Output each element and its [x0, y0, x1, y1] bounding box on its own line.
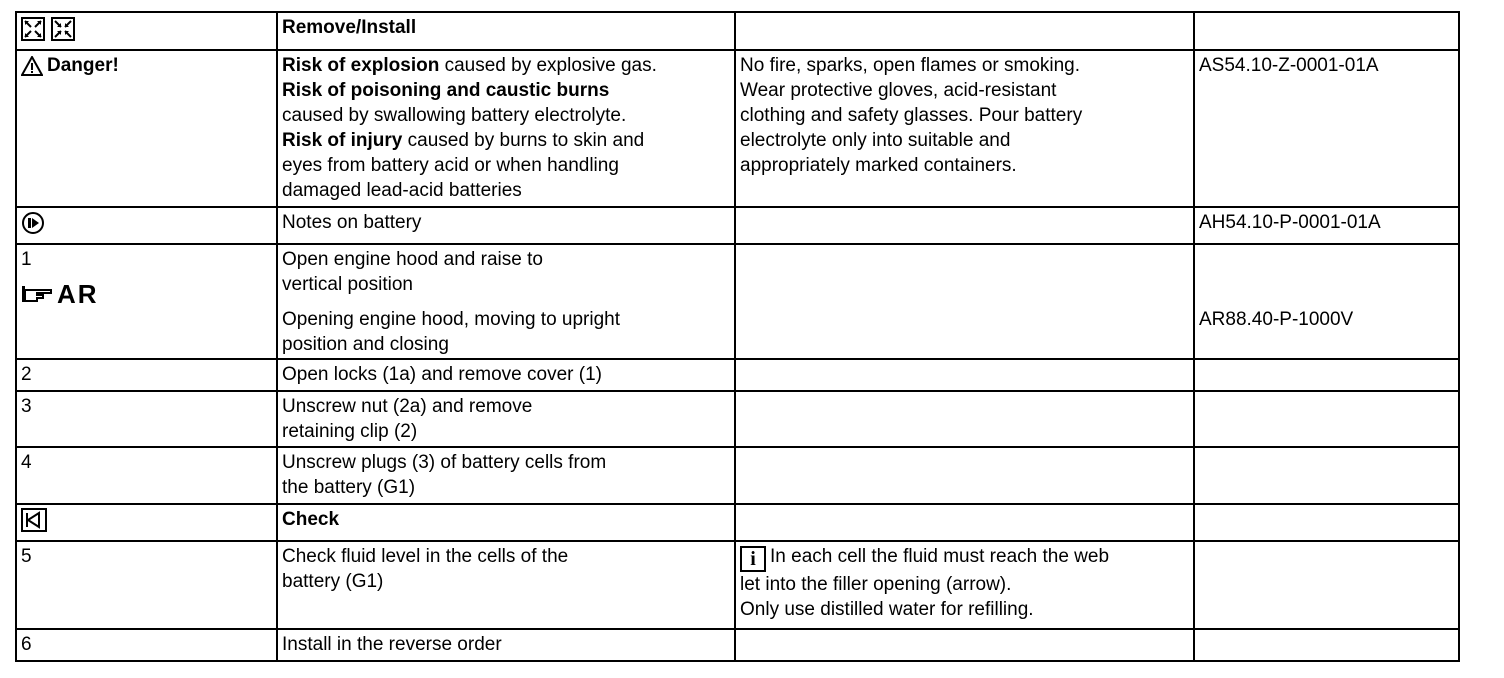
table-row [16, 12, 1459, 50]
section-title: Remove/Install [277, 12, 735, 50]
note-icon [21, 211, 45, 235]
pointing-hand-icon [21, 284, 53, 306]
remove-icon [21, 17, 45, 41]
table-row [16, 504, 1459, 541]
procedure-table [15, 11, 1460, 662]
table-row: 6 Install in the reverse order [16, 629, 1459, 661]
table-row [16, 207, 1459, 244]
info-note: i In each cell the fluid must reach the web let into the filler opening (arrow). Only use distilled water for refilling. [735, 541, 1194, 629]
header-icons-cell [16, 12, 277, 50]
step-number: 5 [16, 541, 277, 629]
danger-measures: No fire, sparks, open flames or smoking. Wear protective gloves, acid-resistant clothing and safety glasses. Pour battery electrolyte only into suitable and appropriately marked containers. [735, 50, 1194, 207]
section-title: Check [277, 504, 735, 541]
notes-text: Notes on battery [277, 207, 735, 244]
table-row: 4 Unscrew plugs (3) of battery cells from the battery (G1) [16, 447, 1459, 504]
table-row: 3 Unscrew nut (2a) and remove retaining clip (2) [16, 391, 1459, 447]
step-number: 6 [16, 629, 277, 661]
check-icon [21, 508, 47, 532]
step-number: 1 [21, 249, 32, 270]
table-row: 5 Check fluid level in the cells of the battery (G1) i In each cell the fluid must reach the web let into the filler opening (arrow). Only use distilled water for refilling. [16, 541, 1459, 629]
step-number: 3 [16, 391, 277, 447]
warning-triangle-icon [21, 56, 43, 76]
danger-ref: AS54.10-Z-0001-01A [1194, 50, 1459, 207]
table-row: 1 AR Open engine hood and raise to vertical position Opening engine hood, moving to upright position and closing AR88.40-P-1000V [16, 244, 1459, 359]
ar-ref: AR88.40-P-1000V [1199, 309, 1354, 330]
danger-label-cell [16, 50, 277, 207]
info-icon: i [740, 546, 766, 572]
step-number: 2 [16, 359, 277, 391]
danger-label: Danger! [47, 55, 119, 76]
ar-reference-marker: AR [21, 282, 99, 307]
table-row: 2 Open locks (1a) and remove cover (1) [16, 359, 1459, 391]
install-icon [51, 17, 75, 41]
notes-ref: AH54.10-P-0001-01A [1194, 207, 1459, 244]
danger-risks: Risk of explosion caused by explosive gas. Risk of poisoning and caustic burns caused by swallowing battery electrolyte. Risk of injury caused by burns to skin and eyes from battery acid or when handling damaged lead-acid batteries [277, 50, 735, 207]
step-number: 4 [16, 447, 277, 504]
table-row [16, 50, 1459, 207]
